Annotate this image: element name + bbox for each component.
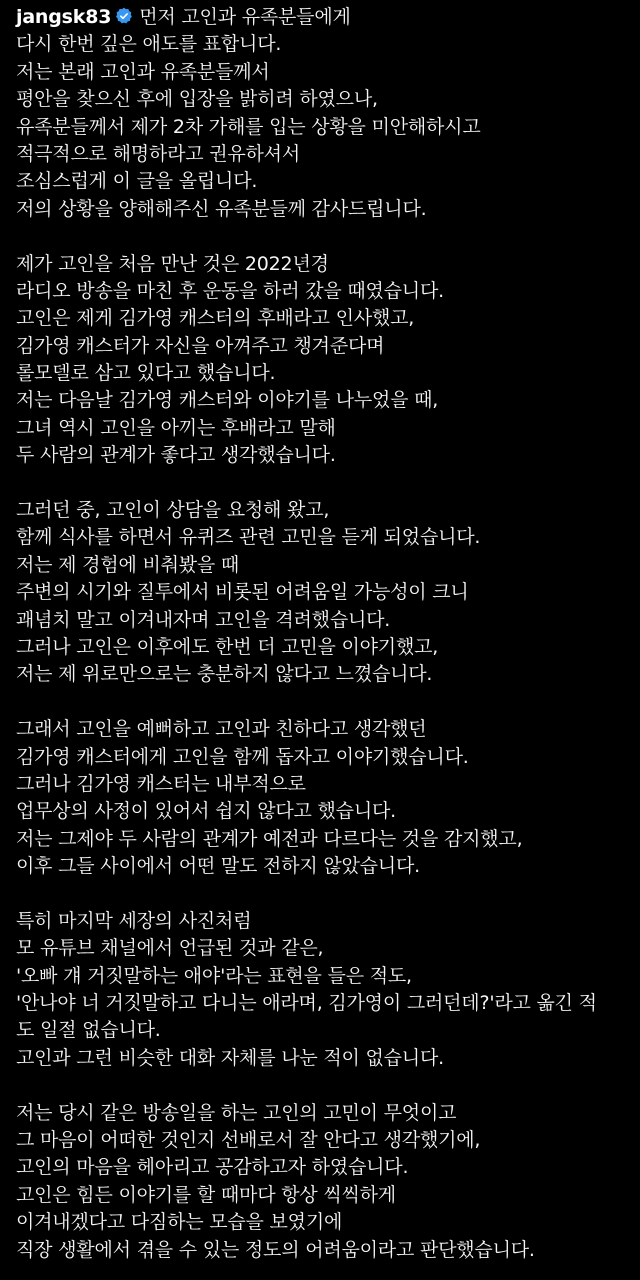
caption-line: 김가영 캐스터에게 고인을 함께 돕자고 이야기했습니다. (16, 745, 469, 768)
caption-line: 저는 당시 같은 방송일을 하는 고인의 고민이 무엇이고 (16, 1101, 457, 1124)
caption-line: 그래서 고인을 예뻐하고 고인과 친하다고 생각했던 (16, 718, 427, 741)
caption-line: '오빠 걔 거짓말하는 애야'라는 표현을 들은 적도, (16, 964, 412, 987)
caption-line: 고인은 힘든 이야기를 할 때마다 항상 씩씩하게 (16, 1183, 396, 1206)
caption-line: 유족분들께서 제가 2차 가해를 입는 상황을 미안해하시고 (16, 115, 481, 138)
caption-line: 적극적으로 해명하라고 권유하셔서 (16, 142, 300, 165)
caption-line: 저는 제 경험에 비춰봤을 때 (16, 553, 240, 576)
caption-line: 저는 다음날 김가영 캐스터와 이야기를 나누었을 때, (16, 389, 439, 412)
caption-line: 김가영 캐스터가 자신을 아껴주고 챙겨준다며 (16, 334, 385, 357)
caption-line: 그녀 역시 고인을 아끼는 후배라고 말해 (16, 416, 336, 439)
caption-line: 그 마음이 어떠한 것인지 선배로서 잘 안다고 생각했기에, (16, 1129, 481, 1152)
caption-line: 먼저 고인과 유족분들에게 (139, 6, 351, 28)
paragraph-break (16, 689, 636, 716)
username-link[interactable]: jangsk83 (16, 6, 112, 28)
paragraph-break (16, 223, 636, 250)
verified-badge-icon (115, 7, 133, 25)
caption-first-line (16, 4, 636, 31)
caption-line: 괘념치 말고 이겨내자며 고인을 격려했습니다. (16, 608, 391, 631)
caption-line: 고인은 제게 김가영 캐스터의 후배라고 인사했고, (16, 307, 415, 330)
caption-line: 주변의 시기와 질투에서 비롯된 어려움일 가능성이 크니 (16, 581, 469, 604)
caption-line: 평안을 찾으신 후에 입장을 밝히려 하였으나, (16, 88, 378, 111)
caption-line: 조심스럽게 이 글을 올립니다. (16, 170, 258, 193)
paragraph-break (16, 881, 636, 908)
caption-line: 이후 그들 사이에서 어떤 말도 전하지 않았습니다. (16, 855, 420, 878)
caption-line: 함께 식사를 하면서 유퀴즈 관련 고민을 듣게 되었습니다. (16, 526, 481, 549)
caption-line: 특히 마지막 세장의 사진처럼 (16, 909, 252, 932)
caption-line: '안나야 너 거짓말하고 다니는 애라며, 김가영이 그러던데?'라고 옮긴 적 (16, 992, 597, 1015)
caption-line: 그러나 고인은 이후에도 한번 더 고민을 이야기했고, (16, 635, 439, 658)
caption-line: 두 사람의 관계가 좋다고 생각했습니다. (16, 444, 336, 467)
caption-line: 고인과 그런 비슷한 대화 자체를 나눈 적이 없습니다. (16, 1046, 444, 1069)
caption-line: 직장 생활에서 겪을 수 있는 정도의 어려움이라고 판단했습니다. (16, 1238, 535, 1261)
paragraph-break (16, 470, 636, 497)
caption-line: 제가 고인을 처음 만난 것은 2022년경 (16, 252, 329, 275)
caption-line: 저는 제 위로만으로는 충분하지 않다고 느꼈습니다. (16, 663, 433, 686)
caption-line: 저는 본래 고인과 유족분들께서 (16, 60, 270, 83)
caption-line: 그러나 김가영 캐스터는 내부적으로 (16, 772, 306, 795)
caption-line: 그러던 중, 고인이 상담을 요청해 왔고, (16, 499, 330, 522)
caption-line: 저는 그제야 두 사람의 관계가 예전과 다르다는 것을 감지했고, (16, 827, 523, 850)
caption-line: 라디오 방송을 마친 후 운동을 하러 갔을 때였습니다. (16, 279, 444, 302)
caption-line: 업무상의 사정이 있어서 쉽지 않다고 했습니다. (16, 800, 396, 823)
caption-line: 도 일절 없습니다. (16, 1019, 161, 1042)
caption-line: 고인의 마음을 헤아리고 공감하고자 하였습니다. (16, 1156, 409, 1179)
caption-line: 롤모델로 삼고 있다고 했습니다. (16, 362, 276, 385)
caption-line: 저의 상황을 양해해주신 유족분들께 감사드립니다. (16, 197, 427, 220)
caption-line: 다시 한번 깊은 애도를 표합니다. (16, 33, 282, 56)
post-caption (16, 4, 636, 1264)
caption-line: 모 유튜브 채널에서 언급된 것과 같은, (16, 937, 324, 960)
paragraph-break (16, 1072, 636, 1099)
caption-line: 이겨내겠다고 다짐하는 모습을 보였기에 (16, 1211, 343, 1234)
